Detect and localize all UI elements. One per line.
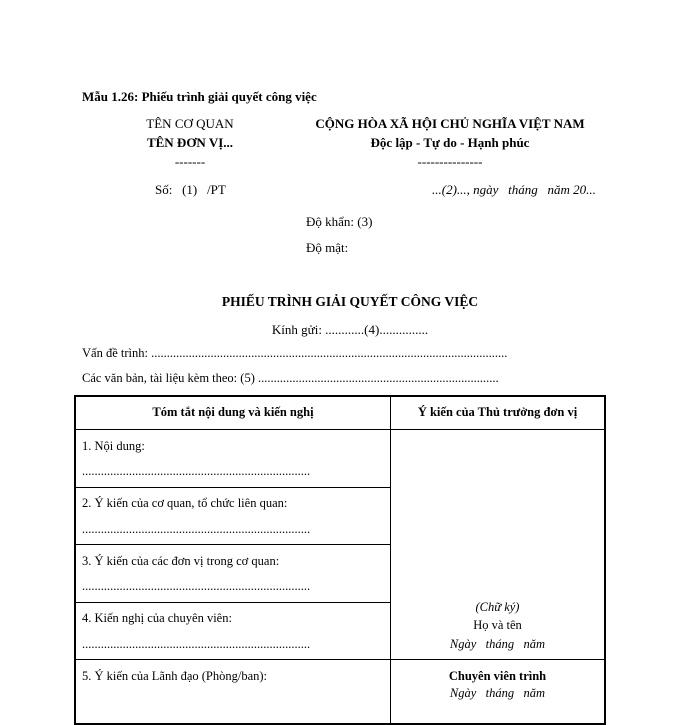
attachments-line: Các văn bản, tài liệu kèm theo: (5) ............................................................................. bbox=[82, 371, 499, 385]
signer-name: Họ và tên bbox=[473, 618, 522, 632]
signature-mark: (Chữ ký) bbox=[475, 600, 520, 614]
unit-name: TÊN ĐƠN VỊ... bbox=[146, 135, 234, 150]
row-5-label: 5. Ý kiến của Lãnh đạo (Phòng/ban): bbox=[82, 669, 268, 683]
presenter-title: Chuyên viên trình bbox=[448, 669, 547, 683]
row-3-label: 3. Ý kiến của các đơn vị trong cơ quan: bbox=[82, 554, 280, 568]
issue-line: Vấn đề trình: .................................................................................................................. bbox=[82, 346, 508, 360]
presenter-date: Ngày tháng năm bbox=[449, 686, 546, 700]
row-divider bbox=[76, 659, 604, 660]
form-table bbox=[74, 395, 606, 725]
left-column-header: Tóm tắt nội dung và kiến nghị bbox=[152, 405, 314, 419]
doc-number: Số: (1) /PT bbox=[155, 182, 226, 197]
form-code: Mẫu 1.26: Phiếu trình giải quyết công việc bbox=[82, 89, 317, 104]
row-4-dots: ......................................................................... bbox=[82, 637, 311, 651]
agency-rule: ------- bbox=[174, 154, 206, 169]
row-divider bbox=[76, 544, 391, 545]
row-divider bbox=[76, 602, 391, 603]
nation-block bbox=[300, 114, 600, 171]
row-4-label: 4. Kiến nghị của chuyên viên: bbox=[82, 611, 232, 625]
secrecy-label: Độ mật: bbox=[306, 240, 349, 255]
place-date: ...(2)..., ngày tháng năm 20... bbox=[432, 182, 596, 197]
row-2-dots: ......................................................................... bbox=[82, 522, 311, 536]
nation-motto: Độc lập - Tự do - Hạnh phúc bbox=[370, 135, 530, 150]
nation-rule: --------------- bbox=[417, 154, 483, 169]
agency-name: TÊN CƠ QUAN bbox=[146, 116, 234, 131]
nation-name: CỘNG HÒA XÃ HỘI CHỦ NGHĨA VIỆT NAM bbox=[315, 116, 585, 131]
row-1-dots: ......................................................................... bbox=[82, 464, 311, 478]
right-column-header: Ý kiến của Thủ trưởng đơn vị bbox=[417, 405, 578, 419]
row-2-label: 2. Ý kiến của cơ quan, tổ chức liên quan: bbox=[82, 496, 288, 510]
signature-date: Ngày tháng năm bbox=[449, 637, 546, 651]
header-divider bbox=[76, 429, 604, 430]
recipient-line: Kính gửi: ............(4)............... bbox=[271, 322, 429, 337]
row-divider bbox=[76, 487, 391, 488]
row-3-dots: ......................................................................... bbox=[82, 579, 311, 593]
agency-block bbox=[110, 114, 270, 171]
urgency-label: Độ khẩn: (3) bbox=[306, 214, 373, 229]
document-title: PHIẾU TRÌNH GIẢI QUYẾT CÔNG VIỆC bbox=[221, 294, 479, 309]
row-1-label: 1. Nội dung: bbox=[82, 439, 145, 453]
